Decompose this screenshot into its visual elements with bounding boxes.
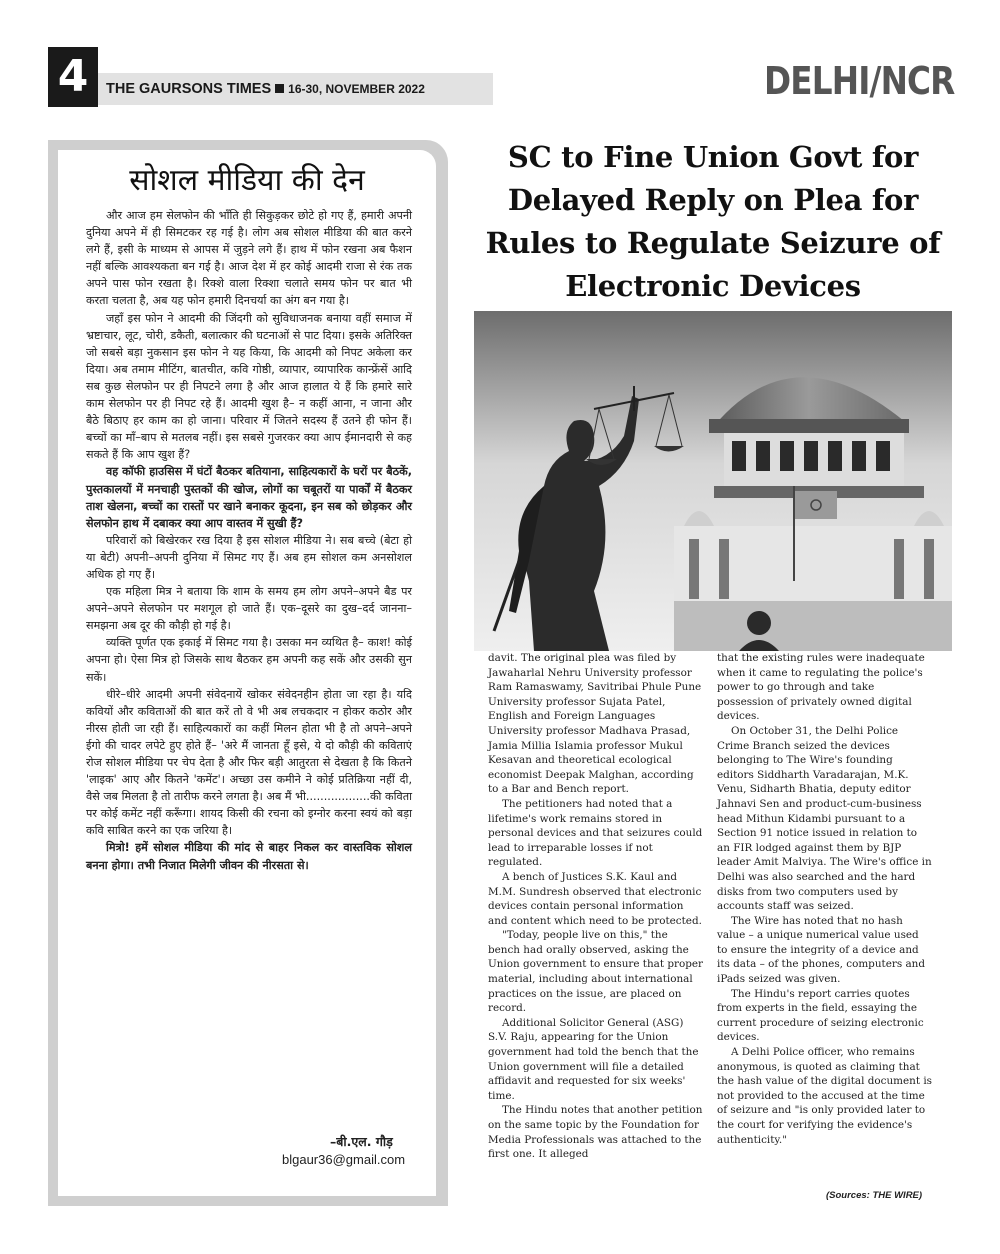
article-paragraph: On October 31, the Delhi Police Crime Branch seized the devices belonging to The Wire's founding editors Siddharth Varadarajan, M.K. Venu, Sidharth Bhatia, deputy editor Jahnavi Sen and product-cum-business head Mithun Kidambi pursuant to a Section 91 notice issued in relation to an FIR lodged against them by BJP leader Amit Malviya. The Wire's office in Delhi was also searched and the hard disks from two computers used by accounts staff was seized. bbox=[717, 724, 932, 913]
section-title: DELHI/NCR bbox=[763, 59, 954, 103]
article-sources: (Sources: THE WIRE) bbox=[826, 1190, 923, 1201]
hindi-paragraph: मित्रो! हमें सोशल मीडिया की मांद से बाहर निकल कर वास्तविक सोशल बनना होगा। तभी निजात मिलेगी जीवन की नीरसता से। bbox=[86, 841, 412, 872]
article-paragraph: The Wire has noted that no hash value – a unique numerical value used to ensure the integrity of a device and its data – of the phones, computers and iPads seized was given. bbox=[717, 914, 925, 986]
issue-date: 16-30, NOVEMBER 2022 bbox=[288, 82, 425, 96]
article-paragraph: Additional Solicitor General (ASG) S.V. Raju, appearing for the Union government had told the bench that the Union government will file a detailed affidavit and requested for six weeks' time. bbox=[488, 1016, 699, 1102]
article-paragraph: The petitioners had noted that a lifetime's work remains stored in personal devices and that seizures could lead to irreparable losses if not regulated. bbox=[488, 797, 703, 869]
article-column-1 bbox=[488, 651, 703, 1162]
article-paragraph: The Hindu notes that another petition on the same topic by the Foundation for Media Professionals was attached to the first one. It alleged bbox=[488, 1104, 703, 1161]
page-number: 4 bbox=[48, 47, 98, 107]
page-header bbox=[48, 45, 954, 107]
author-signature: –बी.एल. गौड़ bbox=[330, 1134, 393, 1149]
hindi-paragraph: व्यक्ति पूर्णत एक इकाई में सिमट गया है। उसका मन व्यथित है– काश! कोई अपना हो। ऐसा मित्र हो जिसके साथ बैठकर हम अपनी कह सकें और उसकी सुन सकें। bbox=[86, 636, 412, 684]
hindi-paragraph: धीरे–धीरे आदमी अपनी संवेदनायें खोकर संवेदनहीन होता जा रहा है। यदि कवियों और कविताओं की बात करें तो वे भी अब लचकदार न होकर कठोर और नीरस होती जा रही हैं। साहित्यकारों का कहीं मिलन होता भी है तो अपने–अपने ईगो की चादर लपेटे हुए होते हैं– 'अरे मैं जानता हूँ इसे, ये दो कौड़ी की कविताएं रोज सोशल मीडिया पर चेप देता है और फिर बड़ी आतुरता से देखता है कि कितने 'लाइक' आए और कितने 'कमेंट'। अच्छा उस कमीने ने कोई प्रतिक्रिया नहीं दी, वैसे जब मिलता है तो तारीफ करने लगता है। अब मैं भी..................की कविता पर कोई कमेंट नहीं करूँगा। शायद किसी की रचना को इग्नोर करना स्वयं को बड़ा कवि साबित करने का एक जरिया है। bbox=[86, 687, 412, 838]
article-column-2 bbox=[717, 651, 932, 1147]
article-paragraph: that the existing rules were inadequate when it came to regulating the police's power to go through and take possession of privately owned digital devices. bbox=[717, 652, 925, 723]
masthead bbox=[106, 81, 425, 97]
article-paragraph: davit. The original plea was filed by Jawaharlal Nehru University professor Ram Ramaswamy, Savitribai Phule Pune University professor Sujata Patel, English and Foreign Languages University professor Madhava Prasad, Jamia Millia Islamia professor Mukul Kesavan and theoretical ecological economist Deepak Malghan, according to a Bar and Bench report. bbox=[488, 652, 702, 796]
author-email[interactable]: blgaur36@gmail.com bbox=[282, 1152, 406, 1167]
square-bullet-icon bbox=[275, 84, 284, 93]
article-paragraph: The Hindu's report carries quotes from experts in the field, essaying the current procedure of seizing electronic devices. bbox=[717, 987, 924, 1044]
article-paragraph: "Today, people live on this," the bench had orally observed, asking the Union government to ensure that proper material, including about international practices on the issue, are placed on record. bbox=[488, 929, 703, 1015]
hindi-article-body bbox=[86, 207, 412, 874]
article-paragraph: A Delhi Police officer, who remains anonymous, is quoted as claiming that the hash value of the digital document is not provided to the accused at the time of seizure and "is only provided later to the court for verifying the evidence's authenticity." bbox=[717, 1046, 932, 1146]
hindi-paragraph: और आज हम सेलफोन की भाँति ही सिकुड़कर छोटे हो गए हैं, हमारी अपनी दुनिया अपने में ही सिमटकर रह गई है। लोग अब सोशल मीडिया की बात करने लगे हैं, इसी के माध्यम से आपस में जुड़ने लगे हैं। हाथ में फोन रखना अब फैशन नहीं बल्कि आवश्यकता बन गई है। आज देश में हर कोई आदमी राजा से रंक तक अपने पास फोन रखता है। रिक्शे वाला रिक्शा चलाते समय फोन पर बात भी करता चलता है, अब यह फोन हमारी दिनचर्या का अंग बन गया है। bbox=[86, 209, 412, 308]
hindi-article-title: सोशल मीडिया की देन bbox=[129, 163, 365, 198]
publication-name: THE GAURSONS TIMES bbox=[106, 81, 272, 97]
article-paragraph: A bench of Justices S.K. Kaul and M.M. Sundresh observed that electronic devices contain personal information and content which need to be protected. bbox=[488, 870, 702, 927]
article-headline: SC to Fine Union Govt for Delayed Reply on Plea for Rules to Regulate Seizure of Electronic Devices bbox=[485, 140, 941, 303]
hindi-paragraph: एक महिला मित्र ने बताया कि शाम के समय हम लोग अपने–अपने बैड पर अपने–अपने सेलफोन पर मशगूल हो जाते हैं। एक–दूसरे का दुख–दर्द जानना–समझना अब दूर की कौड़ी हो गई है। bbox=[86, 585, 412, 633]
justice-statue-and-court-image bbox=[474, 311, 952, 651]
hindi-paragraph: परिवारों को बिखेरकर रख दिया है इस सोशल मीडिया ने। सब बच्चे (बेटा हो या बेटी) अपनी–अपनी दुनिया में सिमट गए हैं। अब हम सोशल कम अनसोशल अधिक हो गए हैं। bbox=[86, 533, 412, 581]
hindi-paragraph: जहाँ इस फोन ने आदमी की जिंदगी को सुविधाजनक बनाया वहीं समाज में भ्रष्टाचार, लूट, चोरी, डकैती, बलात्कार की घटनाओं से पाट दिया। इसके अतिरिक्त जो सबसे बड़ा नुकसान इस फोन ने यह किया, कि आदमी को निपट अकेला कर दिया। अब तमाम मीटिंग, बातचीत, कवि गोष्ठी, व्यापार, व्यापारिक कान्फ्रेंसें आदि सब कुछ सेलफोन पर ही निपटने लगा है और आज हालात ये हैं कि हमारे सारे काम सेलफोन पर ही निपट रहे हैं। आदमी खुश है– न कहीं आना, न जाना और बैठे बिठाए हर काम का हो जाना। परिवार में जितने सदस्य हैं उतने ही फोन हैं। बच्चों का माँ–बाप से मतलब नहीं। इस सबसे गुजरकर क्या आप ईमानदारी से कह सकते हैं कि आप खुश हैं? bbox=[86, 311, 412, 462]
article-photo bbox=[474, 311, 952, 651]
hindi-paragraph: वह कॉफी हाउसिस में घंटों बैठकर बतियाना, साहित्यकारों के घरों पर बैठकें, पुस्तकालयों में मनचाही पुस्तकों की खोज, लोगों का चबूतरों या पार्कों में बैठकर ताश खेलना, बच्चों का रास्तों पर खाने बनाकर कूदना, इन सब को छोड़कर और सेलफोन हाथ में दबाकर क्या आप वास्तव में सुखी हैं? bbox=[86, 465, 412, 530]
